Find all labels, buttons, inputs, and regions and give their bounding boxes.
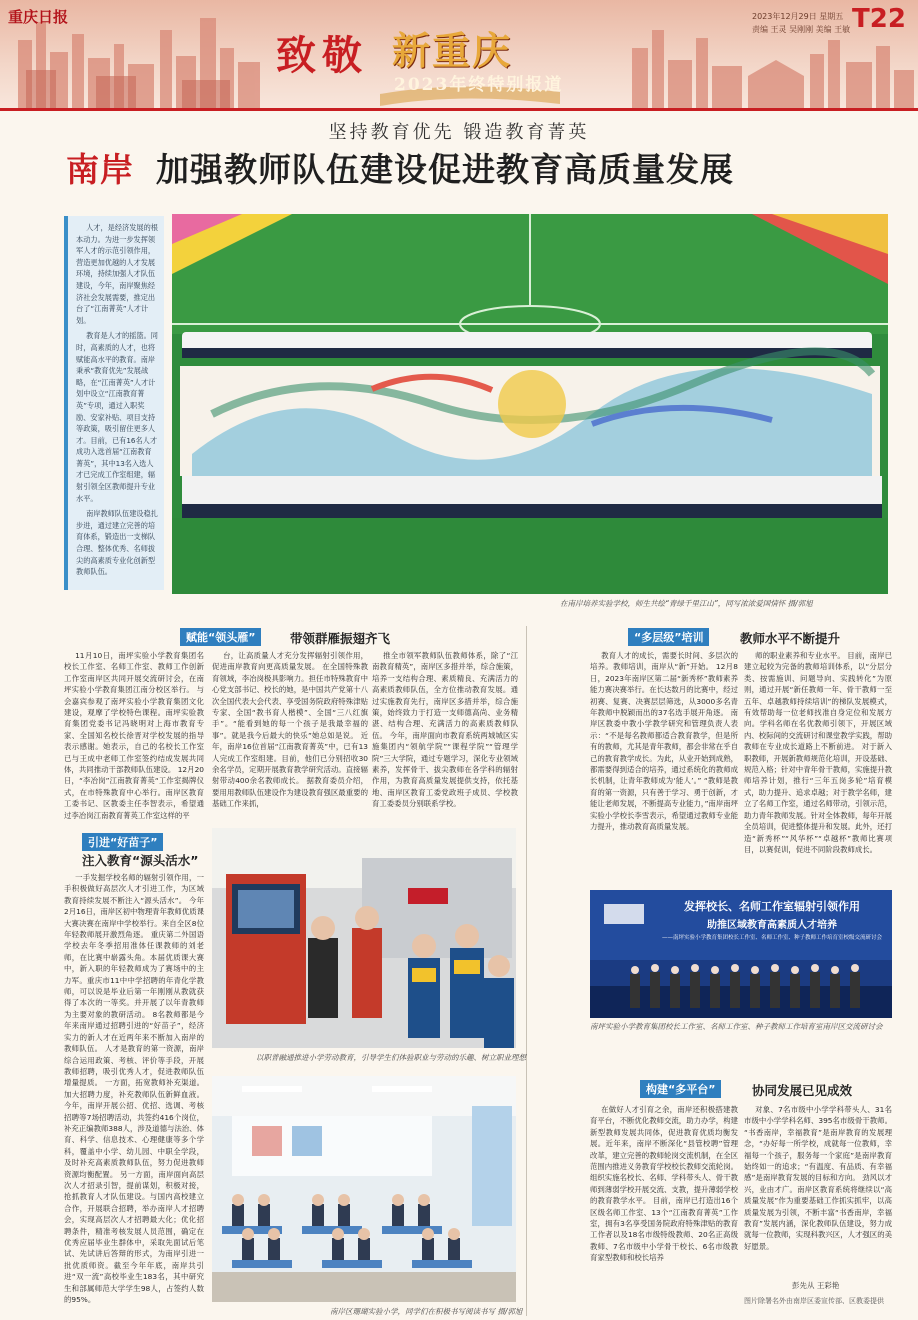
text-column xyxy=(64,650,204,820)
article-kicker: 坚持教育优先 锻造教育菁英 xyxy=(328,122,590,143)
text-column xyxy=(744,1104,892,1276)
intro-paragraph: 教育是人才的摇篮。同时，高素质的人才，也将赋能高水平的教育。南岸秉承“教育优先”发展战略，在“江南菁英”人才计划中设立“江南教育菁英”专项，通过入职奖励、安家补贴、项目支持等政策，吸引留住更多人才。目前，已有16名人才成功入选首届“江南教育菁英”，其中13名入选人才已完成工作室组建，辐射引领全区教师提升专业水平。 xyxy=(76,331,158,503)
headline-text: 加强教师队伍建设促进教育高质量发展 xyxy=(156,150,734,189)
text-column xyxy=(64,872,204,1316)
forum-backdrop-text xyxy=(656,898,888,942)
section-title-zhijing: 致敬 xyxy=(276,32,368,79)
issue-date: 2023年12月29日 星期五 xyxy=(752,12,844,21)
photo-caption: 在南岸培养实验学校，师生共绘“青绿千里江山”，同写浓浓爱国情怀 摄/郭旭 xyxy=(560,599,813,608)
text-column xyxy=(590,650,738,886)
body-text: 教育人才的成长，需要长时间、多层次的培养。教师培训，南岸从“新”开始。 12月8日，2023年南岸区第二届“新秀杯”教师素养能力赛决赛举行。在长达数月的比赛中，经过初赛、复赛、决赛层层筛选，从3000多名青年教师中脱颖而出的37名选手展开角逐。 南岸区教委中教小学教学研究和管理负责人表示：“不是每名教师都适合教育教学，但是所有的教师，尤其是青年教师，都会非常在乎自己的教育教学成长。为此，从业开始到成熟，都需要得到适合的培养，通过系统化的教师成长机制，让青年教师成为‘能人’。” “教师是教育的第一资源，只有善于学习、勇于创新，才能让老师发展，不断提高专业能力，”南岸南坪实验小学校长李雪表示，希望通过教师专业能力提升，推动教育高质量发展。 xyxy=(590,651,738,832)
photo-classroom xyxy=(212,1076,516,1302)
section-tag: 引进“好苗子” xyxy=(82,833,163,851)
section-tag: 赋能“领头雁” xyxy=(180,628,261,646)
text-column xyxy=(212,650,368,808)
text-column xyxy=(590,1104,738,1308)
classroom-illustration xyxy=(212,1076,516,1302)
text-column xyxy=(744,650,892,886)
section-subhead: 协同发展已见成效 xyxy=(752,1083,853,1098)
intro-paragraph: 南岸教师队伍建设稳扎步进，通过建立完善的培育体系，锻造出一支梯队合理、整体优秀、名师拔尖的高素质专业化创新型教师队伍。 xyxy=(76,509,158,577)
page-number: T22 xyxy=(852,4,906,34)
body-text: 11月10日，南坪实验小学教育集团名校长工作室、名师工作室、教师工作创新工作室南岸区共同开展交流研讨会，在南坪实验小学教育集团江南分校区举行。 与会嘉宾参观了南坪实验小学教育集团文化建设，观摩了学校特色课程。南坪实验教育集团党委书记冯晓明对上海市教育专家、全国知名校长徐晋对学校发展的指导表示感谢。她表示，自己的名校长工作室已与王成中老师工作室签约结成发展共同体，共同推动干部教师队伍建设。 12月20日，“李冶岗”江南教育菁英“工作室揭牌仪式，在市特殊教育中心举行。南岸区教育工委书记、区教委主任李智表示，希望通过李冶岗江南教育菁英工作室这样的平 xyxy=(64,651,204,820)
photo-forum xyxy=(590,890,892,1018)
section-subhead: 带领群雁振翅齐飞 xyxy=(290,631,391,646)
forum-board-line3: ——南坪实验小学教育集团校长工作室、名师工作室、种子教师工作培育室校级交流研讨会 xyxy=(661,935,882,941)
headline-place: 南岸 xyxy=(66,150,134,189)
photo-caption: 以职普融通推进小学劳动教育，引导学生们体验职业与劳动的乐趣、树立职业理想 xyxy=(256,1053,526,1062)
intro-paragraph: 人才，是经济发展的根本动力。为进一步发挥领军人才的示范引领作用，营造更加优越的人才发展环境，持续加强人才队伍建设，今年，南岸聚焦经济社会发展需要，推定出台了“江南菁英”人才计划。 xyxy=(76,223,158,325)
issue-meta xyxy=(752,10,850,36)
masthead-divider xyxy=(0,108,918,111)
masthead-banner xyxy=(0,0,918,108)
photo-vr-labor-education xyxy=(212,828,516,1048)
photo-caption: 南坪实验小学教育集团校长工作室、名师工作室、种子教师工作培育室南岸区交流研讨会 xyxy=(590,1022,883,1031)
section-subhead: 教师水平不断提升 xyxy=(740,631,841,646)
text-column xyxy=(372,650,518,808)
newspaper-logo: 重庆日报 xyxy=(8,8,69,26)
intro-box xyxy=(64,216,164,590)
year-end-report-label: 2023年终特别报道 xyxy=(394,75,564,95)
column-divider xyxy=(526,626,527,1316)
photo-caption: 南岸区珊瑚实验小学，同学们在积极书写阅读书写 摄/郭旭 xyxy=(330,1307,523,1316)
editor-credits: 责编 王灵 吴刚刚 美编 王敏 xyxy=(752,25,851,34)
body-text: 一手发掘学校名师的辐射引领作用，一手积极做好高层次人才引进工作，为区域教育持续发展不断注入“源头活水”。 今年2月16日，南岸区初中物理青年教师优质课大赛决赛在南岸中学校举行。来自全区8位年轻教师展开激烈角逐。 重庆第二外国语学校去年冬季招用准体任课教师的刘老师，在比赛中崭露头角。本届优质课大赛中，新入职的年轻教师成为了赛场中的主力军。重庆市11中中学招聘的年青化学教师，可以说是毕业后第一年刚刚从教就获得了本次的一等奖。并开展了以年青教师为主要对象的教研活动。 8名教师都是今年来南岸通过招聘引进的“好苗子”，经济实力的新人才在近两年来不断加入南岸的教师队伍。 人才是教育的第一资源，南岸综合运用政策、考核、评价等手段，开展教师招聘，吸引优秀人才，促进教师队伍增量提质。 一方面，拓宽教师补充渠道。加大招聘力度，补充教师队伍新鲜血液。今年，南岸开展公招、优招、选调、考核招聘等7场招聘活动，共签约416个岗位，补充正编教师388人，涉及道德与法治、体育、科学、信息技术、心理健康等多个学科，覆盖中小学、幼儿园、中职全学段，及时补充高素质教师队伍，努力促进教师资源均衡配置。 另一方面，南岸面向高层次人才招录引智，提前谋划，积极对接，抢抓教育人才队伍建设。与国内高校建立合作，开展联合招聘，举办南岸人才招聘会，实现高层次人才招聘最大化；优化招聘条件，精准考核发展人员范围，确定在优秀应届毕业生群体中，采取先面试后笔试、先试讲后答辩的形式，为南岸引进一批优质师资。截至今年年底，南岸共引进“双一流”高校毕业生183名，其中研究生和部属师范大学学生98人，占签约人数的95%。 xyxy=(64,873,204,1305)
photo-students-mural xyxy=(172,214,888,594)
section-tag: 构建“多平台” xyxy=(640,1080,721,1098)
body-text: 推全市领军教师队伍教师体系，除了“江南教育精英”，南岸区多措并举，综合施策，培养一支结构合理、素质精良、充满活力的高素质教师队伍，全方位推动教育发展。通过实施教育先行，南岸区多措并举，综合施策，始终致力于打造一支师德高尚、业务精湛、结构合理、充满活力的高素质教师队伍。 今年，南岸面向市教育系统两城城区实施集团内“领航学院”“课程学院”“管理学院”三大学院，通过专题学习，深化专业领域素养，发挥骨干、拔尖教师在各学科的辐射作用，为教育高质量发展提供支持，依托基地、南岸区教育工委党政班子成员、学校教育工委委员分别联系学校。 xyxy=(372,651,518,809)
section-tag: “多层级”培训 xyxy=(628,628,709,646)
author-byline: 彭先从 王彩艳 xyxy=(792,1281,840,1290)
forum-board-line2: 助推区域教育高素质人才培养 xyxy=(707,920,837,931)
body-text: 在做好人才引育之余，南岸还积极搭建教育平台，不断优化教师交流，助力办学，构建新型教师发展共同体，促进教育优质均衡发展。近年来，南岸不断深化“县管校聘”管理改革，建立完善的教师轮岗交流机制，在全区范围内推进义务教育学校校长教师交流轮岗。组织实施名校长、名师、学科带头人、骨干教师到薄弱学校开展交流、支教，提升薄弱学校的教育教学水平。 目前，南岸已打造出16个区级名师工作室、13个“江南教育菁英”工作室，拥有3名享受国务院政府特殊津贴的教育工作者以及18名市级特级教师、20名正高级教师、7名市级中小学骨干校长、6名市级教育家型教师和校长培养 xyxy=(590,1105,738,1263)
article-headline xyxy=(66,144,734,191)
photo-credit-note: 图片除署名外由南岸区委宣传部、区教委提供 xyxy=(744,1297,884,1305)
vr-classroom-illustration xyxy=(212,828,516,1048)
forum-board-line1: 发挥校长、名师工作室辐射引领作用 xyxy=(684,900,860,913)
section-title-new-chongqing: 新重庆 xyxy=(392,29,513,73)
section-subhead: 注入教育“源头活水” xyxy=(82,853,199,868)
field-mural-illustration xyxy=(172,214,888,594)
body-text: 师的职业素养和专业水平。 目前，南岸已建立起较为完备的教师培训体系，以“分层分类、按需施训、问题导向、实践转化”为原则，通过开展“新任教师一年、骨干教师一至五年、卓越教师持续培训”的梯队发展模式，有效帮助每一位老师找准自身定位和发展方向。学科名师在名优教师引领下，开展区域内、校际间的交流研讨和课堂教学实践，帮助教师在专业成长道路上不断前进。 对于新入职教师，开展新教师规范化培训，开设基础、规范入格；针对中青年骨干教师，实施提升教师培养计划，推行“三年五岗多轮”培育模式，助力提升、追求卓越；对于教学名师，建立了名师工作室，通过名师带动，引领示范，助力青年教师发展。针对全体教师，每年开展全员培训，促进整体提升和发展。此外，还打造“新秀杯”“风华杯”“卓越杯”教师比赛项目，以赛促训，促进不同阶段教师成长。 xyxy=(744,651,892,854)
body-text: 台，让高质量人才充分发挥辐射引领作用，促进南岸教育向更高质量发展。 在全国特殊教育领域，李冶岗极具影响力。担任市特殊教育中心党支部书记、校长的她，是中国共产党第十八次全国代表大会代表、享受国务院政府特殊津贴专家、全国“教书育人楷模”、全国“三八红旗手”。“能看到她的每一个孩子是我最幸福的事”。就是我今后最大的快乐”她总如是说。 近年，南岸16位首届“江南教育菁英”中，已有13人完成工作室组建。目前，他们已分别招收30余名学员，定期开展教育教学研究活动。直接辐射带动400余名教师成长。 据教育委员介绍，要用用教师队伍建设作为建设教育强区最重要的基础工作来抓， xyxy=(212,651,368,809)
body-text: 对象、7名市级中小学学科带头人、31名市级中小学学科名师、395名市级骨干教师。 “书香南岸，幸福教育”是南岸教育的发展理念，“办好每一所学校，成就每一位教师，幸福每一个孩子，服务每一个家庭”是南岸教育始终如一的追求；“有温度、有品质、有幸福感”是南岸教育发展的目标和方向。 劲风以才兴，业由才广。南岸区教育系统将继续以“高质量发展”作为重要基础工作抓实抓牢，以高质量发展为引领，不断丰富“书香南岸，幸福教育”发展内涵，深化教师队伍建设，努力成就每一位教师，实现科教兴区，人才强区的美好愿景。 xyxy=(744,1105,892,1251)
